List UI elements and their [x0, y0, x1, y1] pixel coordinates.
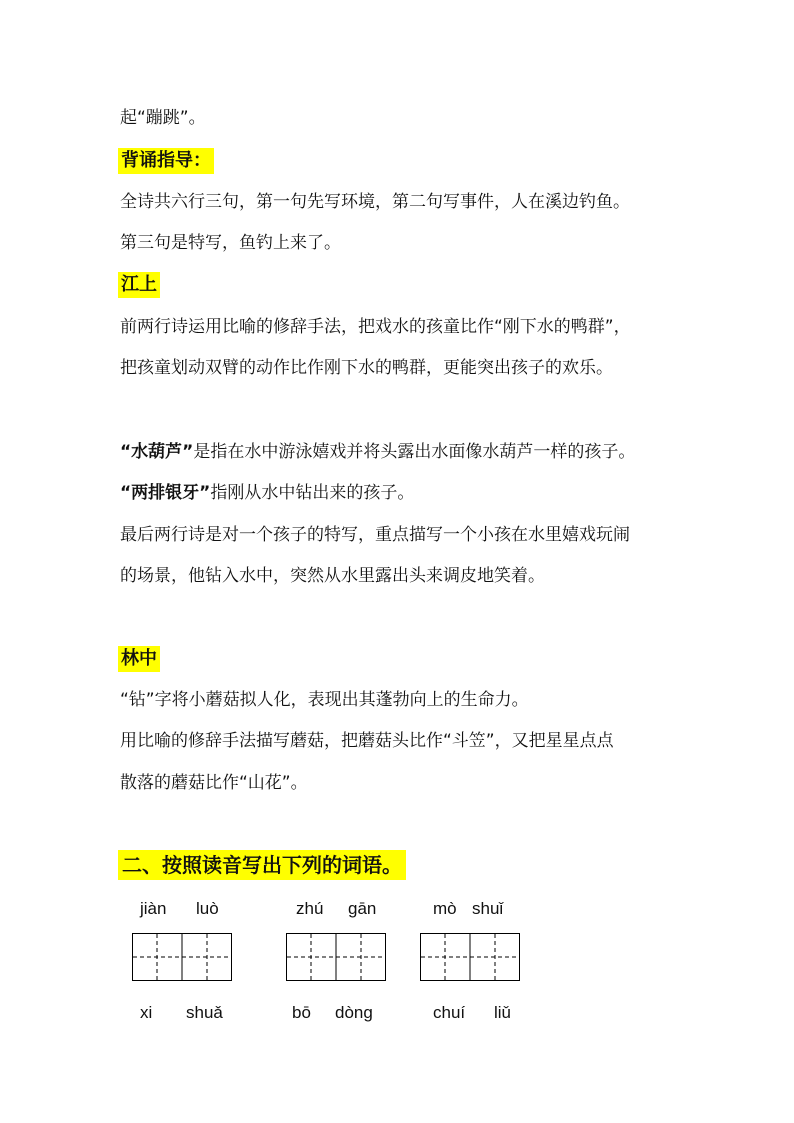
section-heading-recitation-guide: 背诵指导：	[118, 148, 214, 174]
text-line: 第三句是特写，鱼钓上来了。	[120, 233, 341, 253]
text-line: 的场景，他钻入水中，突然从水里露出头来调皮地笑着。	[120, 566, 545, 586]
text-line: “钻”字将小蘑菇拟人化，表现出其蓬勃向上的生命力。	[120, 690, 529, 710]
text-line: 用比喻的修辞手法描写蘑菇，把蘑菇头比作“斗笠”，又把星星点点	[120, 731, 614, 751]
pinyin-label: mò	[433, 899, 457, 918]
exercise-heading: 二、按照读音写出下列的词语。	[118, 850, 406, 880]
text-span: 指刚从水中钻出来的孩子。	[210, 483, 415, 503]
pinyin-label: zhú	[296, 899, 324, 918]
text-line: 前两行诗运用比喻的修辞手法，把戏水的孩童比作“刚下水的鸭群”，	[120, 317, 631, 337]
pinyin-label: luò	[196, 899, 219, 918]
writing-grid[interactable]	[286, 933, 386, 981]
section-heading-linzhong: 林中	[118, 646, 160, 672]
pinyin-label: shuǎ	[186, 1003, 223, 1022]
text-line: 最后两行诗是对一个孩子的特写，重点描写一个小孩在水里嬉戏玩闹	[120, 525, 630, 545]
text-line	[120, 440, 635, 464]
text-line: 把孩童划动双臂的动作比作刚下水的鸭群，更能突出孩子的欢乐。	[120, 358, 613, 378]
section-heading-jiangshang: 江上	[118, 272, 160, 298]
pinyin-label: xi	[140, 1003, 153, 1022]
pinyin-label: bō	[292, 1003, 311, 1022]
pinyin-label: jiàn	[140, 899, 167, 918]
pinyin-label: dòng	[335, 1003, 373, 1022]
text-span: 是指在水中游泳嬉戏并将头露出水面像水葫芦一样的孩子。	[193, 442, 636, 462]
text-line: 全诗共六行三句，第一句先写环境，第二句写事件，人在溪边钓鱼。	[120, 192, 630, 212]
pinyin-label: liǔ	[494, 1003, 512, 1022]
text-line: 散落的蘑菇比作“山花”。	[120, 773, 308, 793]
pinyin-label: gān	[348, 899, 377, 918]
text-line	[120, 481, 414, 505]
writing-grid[interactable]	[420, 933, 520, 981]
pinyin-label: chuí	[433, 1003, 466, 1022]
writing-grid[interactable]	[132, 933, 232, 981]
bold-term: “水葫芦”	[120, 442, 194, 462]
bold-term: “两排银牙”	[120, 483, 211, 503]
text-line: 起“蹦跳”。	[120, 108, 206, 128]
pinyin-label: shuǐ	[472, 899, 504, 918]
